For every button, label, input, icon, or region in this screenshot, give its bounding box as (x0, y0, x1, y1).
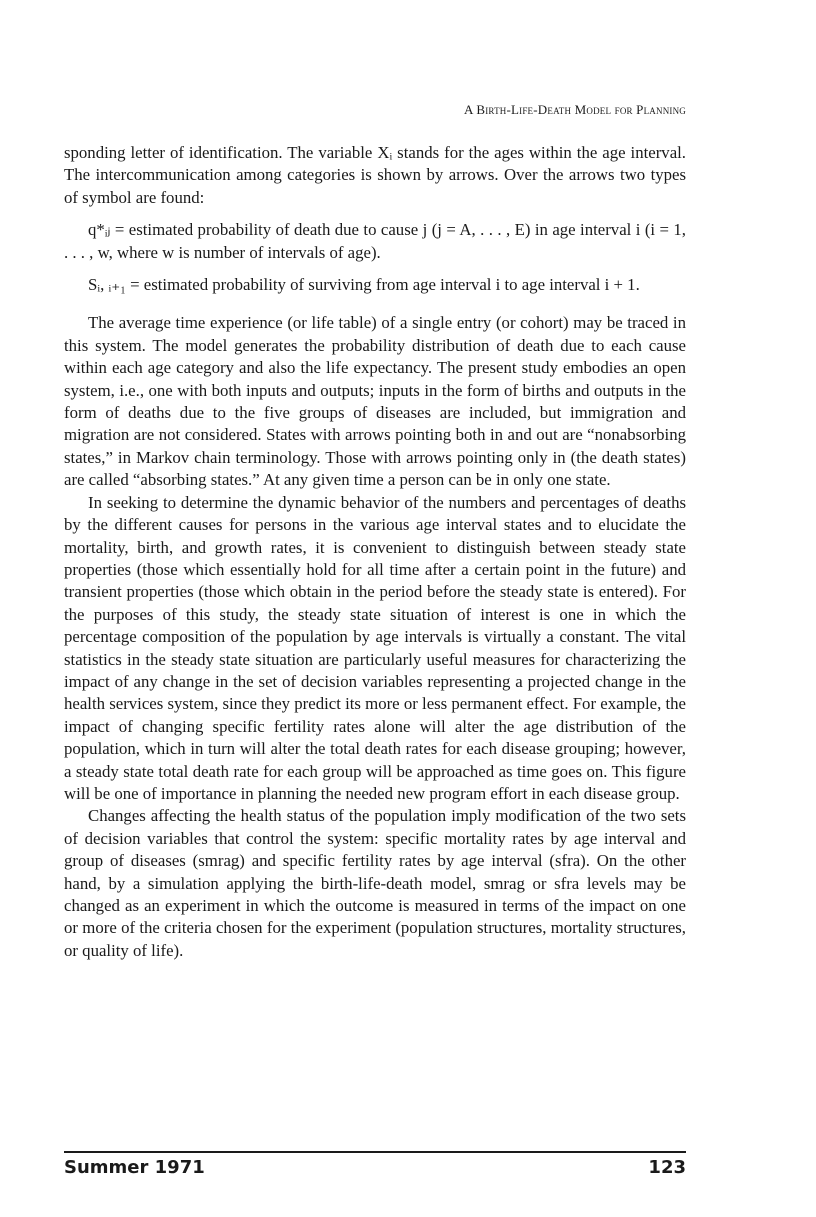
page-footer (64, 1157, 686, 1178)
definition-probability-of-surviving: Sᵢ, ᵢ₊₁ = estimated probability of surviving from age interval i to age interval i + 1. (88, 275, 640, 295)
paragraph-continuation: sponding letter of identification. The variable Xᵢ stands for the ages within the age interval. The intercommunication among categories is shown by arrows. Over the arrows two types of symbol are found: (64, 143, 686, 207)
footer-divider (64, 1151, 686, 1153)
running-head: A Birth-Life-Death Model for Planning (464, 102, 686, 117)
definition-probability-of-death: q*ᵢⱼ = estimated probability of death due to cause j (j = A, . . . , E) in age interval i (i = 1, . . . , w, where w is number of intervals of age). (64, 220, 686, 262)
paragraph-decision-variables: Changes affecting the health status of the population imply modification of the two sets of decision variables that control the system: specific mortality rates by age interval and group of diseases (smrag) and specific fertility rates by age interval (sfra). On the other hand, by a simulation applying the birth-life-death model, smrag or sfra levels may be changed as an experiment in which the outcome is measured in terms of the impact on one or more of the criteria chosen for the experiment (population structures, mortality structures, or quality of life). (64, 806, 686, 960)
page-number: 123 (648, 1157, 686, 1178)
issue-label: Summer 1971 (64, 1157, 205, 1178)
paragraph-life-table: The average time experience (or life table) of a single entry (or cohort) may be traced in this system. The model generates the probability distribution of death due to each cause within each age category and also the life expectancy. The present study embodies an open system, i.e., one with both inputs and outputs; inputs in the form of births and outputs in the form of deaths due to the five groups of diseases are included, but immigration and migration are not considered. States with arrows pointing both in and out are “nonabsorbing states,” in Markov chain terminology. Those with arrows pointing only in (the death states) are called “absorbing states.” At any given time a person can be in only one state. (64, 313, 686, 490)
paragraph-steady-state: In seeking to determine the dynamic behavior of the numbers and percentages of deaths by the different causes for persons in the various age interval states and to elucidate the mortality, birth, and growth rates, it is convenient to distinguish between steady state properties (those which essentially hold for all time after a certain point in the future) and transient properties (those which obtain in the period before the steady state is entered). For the purposes of this study, the steady state situation of interest is one in which the percentage composition of the population by age intervals is virtually a constant. The vital statistics in the steady state situation are particularly useful measures for characterizing the impact of any change in the set of decision variables representing a projected change in the health services system, since they predict its more or less permanent effect. For example, the impact of changing specific fertility rates alone will alter the age distribution of the population, which in turn will alter the total death rates for each disease grouping; however, a steady state total death rate for each group will be approached as time goes on. This figure will be one of importance in planning the needed new program effort in each disease group. (64, 492, 686, 803)
journal-page (64, 0, 686, 1217)
article-body (64, 142, 686, 962)
